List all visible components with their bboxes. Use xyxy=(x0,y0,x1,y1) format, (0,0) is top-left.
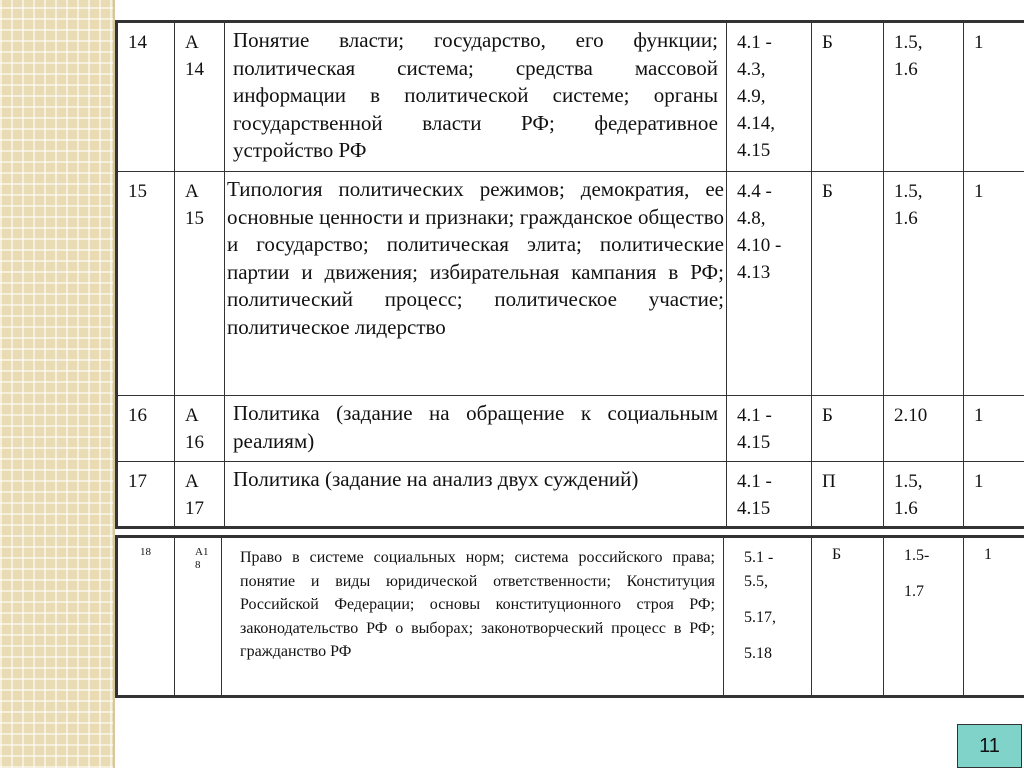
table-row xyxy=(117,396,1024,462)
max-points: 1 xyxy=(964,22,1024,172)
table-row xyxy=(117,22,1024,172)
row-number: 16 xyxy=(117,396,175,462)
task-code: А 14 xyxy=(175,22,225,172)
row-number: 18 xyxy=(117,537,175,697)
difficulty-level: Б xyxy=(812,172,884,396)
slide-number-badge: 11 xyxy=(957,724,1022,768)
content-items: 4.1 - 4.3, 4.9, 4.14, 4.15 xyxy=(727,22,812,172)
table-row xyxy=(117,537,1024,697)
difficulty-level: Б xyxy=(812,396,884,462)
content-items: 4.4 - 4.8, 4.10 - 4.13 xyxy=(727,172,812,396)
topics-table-continued xyxy=(115,535,1024,698)
max-points: 1 xyxy=(964,396,1024,462)
row-number: 14 xyxy=(117,22,175,172)
max-points: 1 xyxy=(964,462,1024,528)
topic-description: Политика (задание на анализ двух суждений) xyxy=(225,462,727,528)
max-points: 1 xyxy=(964,537,1024,697)
content-items: 4.1 - 4.15 xyxy=(727,462,812,528)
requirements: 1.5, 1.6 xyxy=(884,22,964,172)
row-number: 17 xyxy=(117,462,175,528)
content-items: 4.1 - 4.15 xyxy=(727,396,812,462)
task-code: А 15 xyxy=(175,172,225,396)
difficulty-level: П xyxy=(812,462,884,528)
requirements: 2.10 xyxy=(884,396,964,462)
task-code: А 17 xyxy=(175,462,225,528)
task-code: А1 8 xyxy=(175,537,222,697)
difficulty-level: Б xyxy=(812,537,884,697)
difficulty-level: Б xyxy=(812,22,884,172)
topics-table xyxy=(115,20,1024,529)
topic-description: Право в системе социальных норм; система российского права; понятие и виды юридической ответственности; Конституция Российской Федерации; основы конституционного строя РФ; законодательство РФ о выборах; законотворческий процесс в РФ; гражданство РФ xyxy=(222,537,724,697)
requirements: 1.5- 1.7 xyxy=(884,537,964,697)
requirements: 1.5, 1.6 xyxy=(884,172,964,396)
row-number: 15 xyxy=(117,172,175,396)
requirements: 1.5, 1.6 xyxy=(884,462,964,528)
topic-description: Понятие власти; государство, его функции; политическая система; средства массовой информации в политической системе; органы государственной власти РФ; федеративное устройство РФ xyxy=(225,22,727,172)
topic-description: Типология политических режимов; демократия, ее основные ценности и признаки; гражданское общество и государство; политическая элита; политические партии и движения; избирательная кампания в РФ; политический процесс; политическое участие; политическое лидерство xyxy=(225,172,727,396)
table-row xyxy=(117,462,1024,528)
max-points: 1 xyxy=(964,172,1024,396)
task-code: А 16 xyxy=(175,396,225,462)
topic-description: Политика (задание на обращение к социальным реалиям) xyxy=(225,396,727,462)
table-row xyxy=(117,172,1024,396)
decorative-side-strip xyxy=(0,0,113,768)
content-items: 5.1 - 5.5, 5.17, 5.18 xyxy=(724,537,812,697)
